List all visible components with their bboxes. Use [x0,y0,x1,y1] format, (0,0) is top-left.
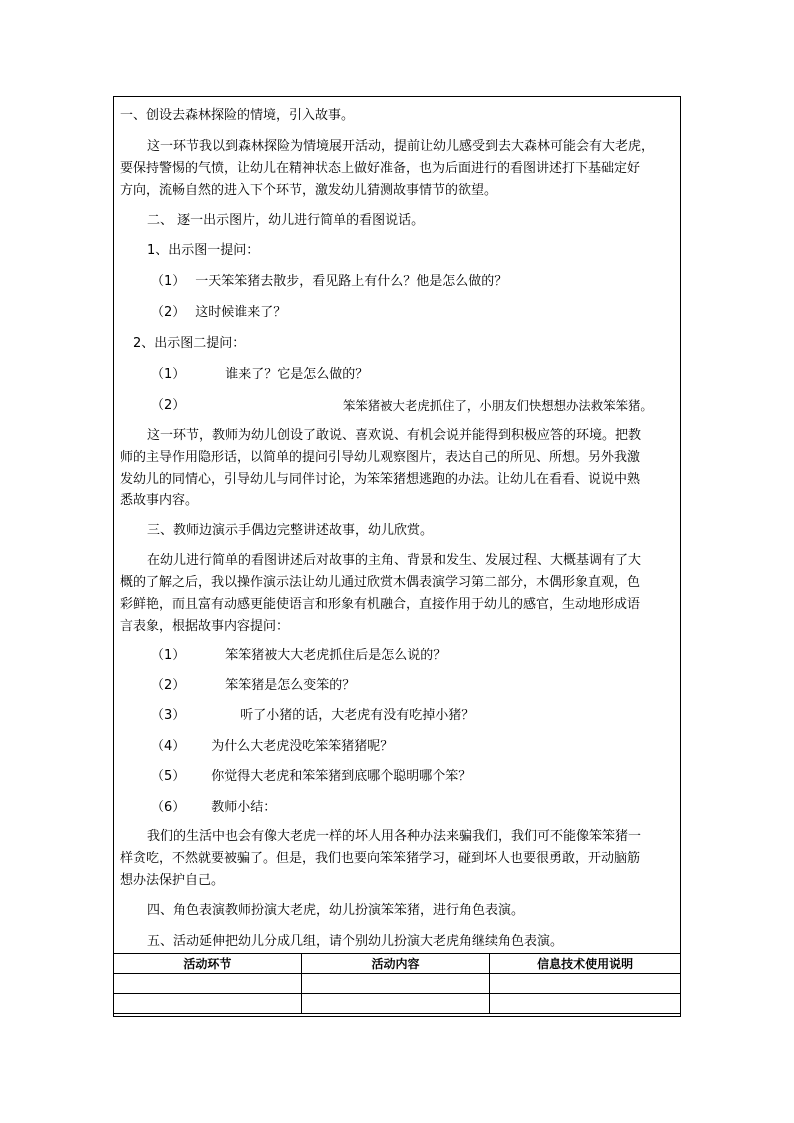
table-row [114,974,681,994]
activity-table [113,953,681,1014]
question-text: 听了小猪的话，大老虎有没有吃掉小猪？ [240,708,475,723]
pic2-question [151,398,185,414]
section3-para-line: 言表象，根据故事内容提问： [120,619,290,634]
table-cell[interactable] [490,994,681,1014]
pic1-question [151,274,507,290]
section3-question [151,708,474,724]
summary-line: 样贪吃，不然就要被骗了。但是，我们也要向笨笨猪学习，碰到坏人也要很勇敢，开动脑筋 [120,851,641,866]
section3-question [151,800,276,816]
section1-para-line: 方向，流畅自然的进入下个环节，激发幼儿猜测故事情节的欲望。 [120,183,498,198]
question-text: 笨笨猪被大大老虎抓住后是怎么说的？ [225,648,447,663]
question-text: 笨笨猪被大老虎抓住了，小朋友们快想想办法救笨笨猪。 [343,398,653,413]
question-text: 谁来了？它是怎么做的？ [225,367,369,382]
question-text: 教师小结： [211,800,277,815]
question-number: （1） [151,648,186,663]
table-header-cell: 信息技术使用说明 [490,954,681,974]
question-number: （3） [151,708,186,723]
section4-heading: 四、角色表演教师扮演大老虎，幼儿扮演笨笨猪，进行角色表演。 [147,903,525,918]
table-cell[interactable] [114,974,302,994]
summary-line: 想办法保护自己。 [120,873,225,888]
table-header-cell: 活动环节 [114,954,302,974]
section2-para-line: 发幼儿的同情心，引导幼儿与同伴讨论，为笨笨猪想逃跑的办法。让幼儿在看看、说说中熟 [120,472,641,487]
question-number: （6） [151,800,186,815]
table-row [114,994,681,1014]
section5-heading: 五、活动延伸把幼儿分成几组，请个别幼儿扮演大老虎角继续角色表演。 [147,934,564,949]
section2-para-line: 悉故事内容。 [120,493,199,508]
table-header-cell: 活动内容 [301,954,490,974]
pic1-label: 1、出示图一提问： [147,243,260,258]
question-number: （2） [151,305,186,320]
section1-para-line: 这一环节我以到森林探险为情境展开活动，提前让幼儿感受到去大森林可能会有大老虎， [147,139,655,154]
section3-question [151,769,471,785]
question-number: （4） [151,739,186,754]
question-number: （5） [151,769,186,784]
question-text: 为什么大老虎没吃笨笨猪猪呢？ [211,739,394,754]
section2-heading: 二、 逐一出示图片，幼儿进行简单的看图说话。 [147,213,425,228]
table-cell[interactable] [301,974,490,994]
summary-line: 我们的生活中也会有像大老虎一样的坏人用各种办法来骗我们，我们可不能像笨笨猪一 [147,829,642,844]
question-text: 这时候谁来了？ [195,305,287,320]
question-text: 笨笨猪是怎么变笨的？ [225,678,356,693]
section3-para-line: 彩鲜艳，而且富有动感更能使语言和形象有机融合，直接作用于幼儿的感官，生动地形成语 [120,597,641,612]
question-text: 一天笨笨猪去散步，看见路上有什么？他是怎么做的？ [195,274,508,289]
section1-para-line: 要保持警惕的气愤，让幼儿在精神状态上做好准备，也为后面进行的看图讲述打下基础定好 [120,161,641,176]
section3-heading: 三、教师边演示手偶边完整讲述故事，幼儿欣赏。 [147,523,434,538]
question-text: 你觉得大老虎和笨笨猪到底哪个聪明哪个笨？ [211,769,472,784]
question-number: （2） [151,398,186,413]
table-cell[interactable] [114,994,302,1014]
pic2-question [151,367,368,383]
section2-para-line: 师的主导作用隐形话，以简单的提问引导幼儿观察图片，表达自己的所见、所想。另外我激 [120,450,641,465]
table-cell[interactable] [301,994,490,1014]
section3-para-line: 在幼儿进行简单的看图讲述后对故事的主角、背景和发生、发展过程、大概基调有了大 [147,553,642,568]
pic1-question [151,305,286,321]
section3-question [151,678,355,694]
table-header-row [114,954,681,974]
section3-question [151,739,393,755]
question-number: （1） [151,367,186,382]
table-cell[interactable] [490,974,681,994]
question-number: （2） [151,678,186,693]
pic2-label: 2、出示图二提问： [133,336,246,351]
section2-para-line: 这一环节，教师为幼儿创设了敢说、喜欢说、有机会说并能得到积极应答的环境。把教 [147,428,642,443]
section3-para-line: 概的了解之后，我以操作演示法让幼儿通过欣赏木偶表演学习第二部分，木偶形象直观，色 [120,575,641,590]
question-number: （1） [151,274,186,289]
section1-heading: 一、创设去森林探险的情境，引入故事。 [120,108,355,123]
section3-question [151,648,446,664]
